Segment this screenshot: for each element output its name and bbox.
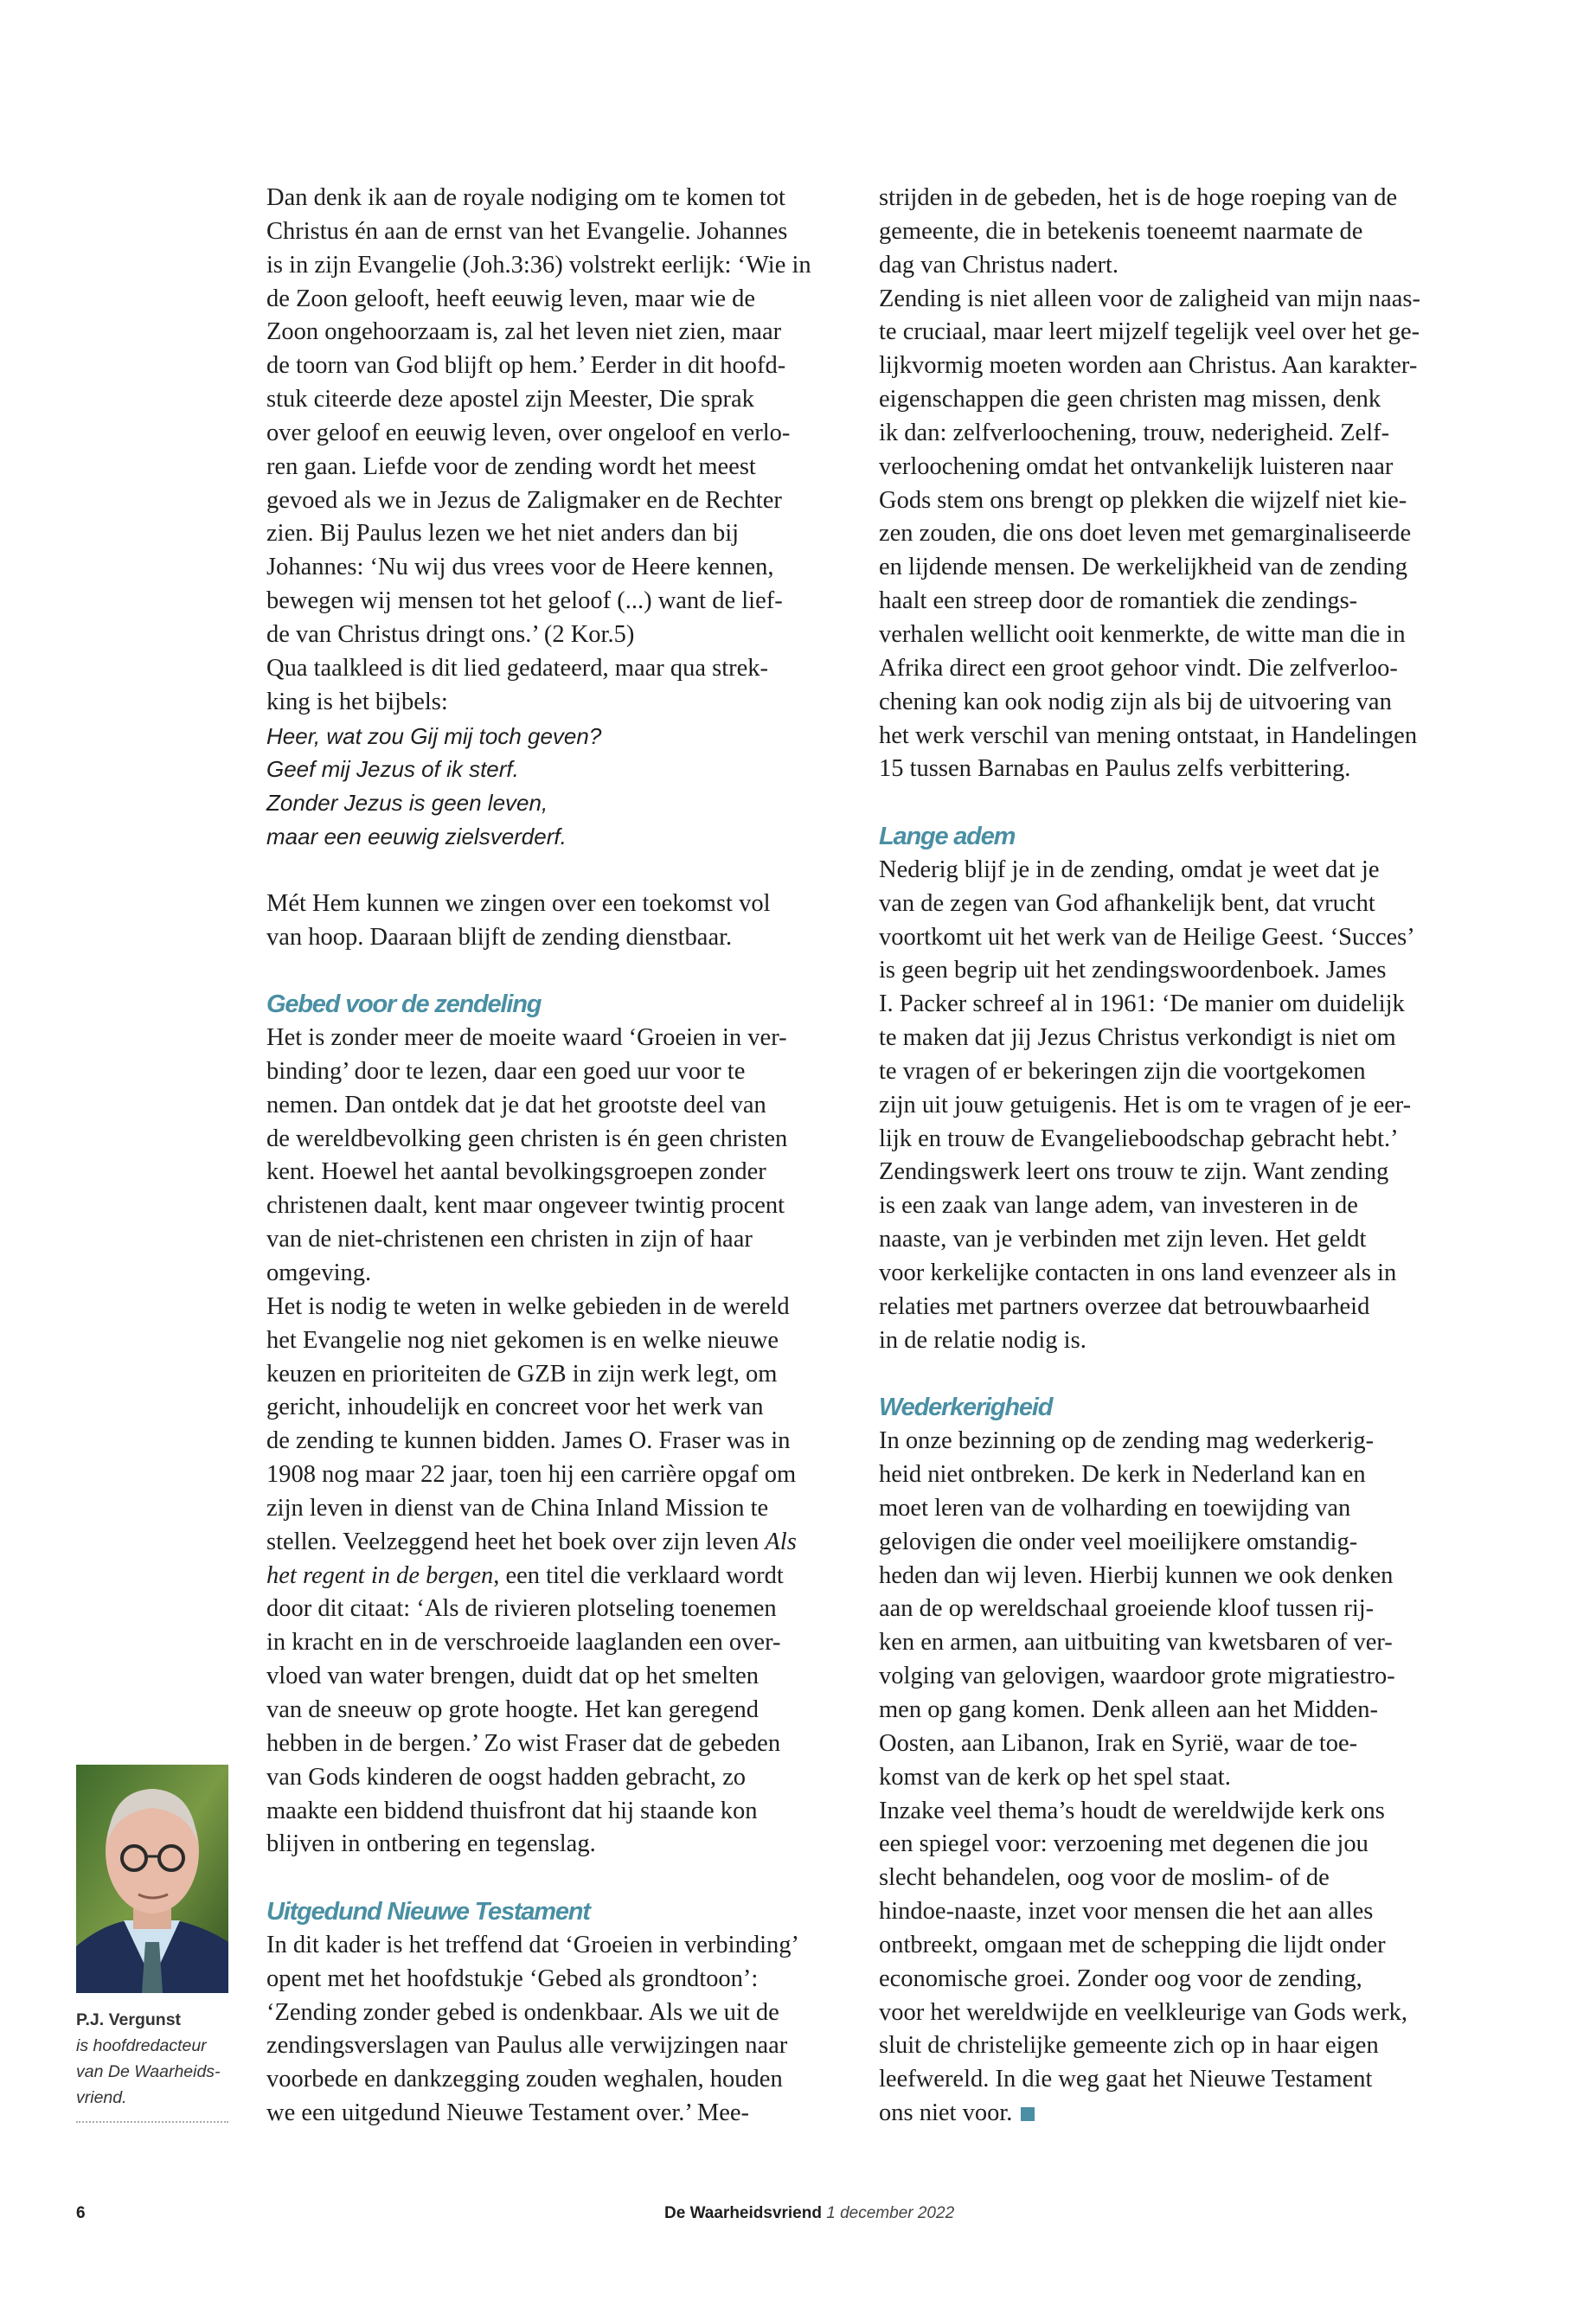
text-line: Zendingswerk leert ons trouw te zijn. Want zending <box>879 1158 1389 1186</box>
section-heading: Uitgedund Nieuwe Testament <box>266 1898 590 1926</box>
text-line: blijven in ontbering en tegenslag. <box>266 1830 596 1858</box>
blank-line <box>879 1358 1467 1392</box>
author-role-line: is hoofdredacteur <box>76 2036 207 2055</box>
text-line: van hoop. Daaraan blijft de zending dienstbaar. <box>266 923 733 951</box>
text-line: ken en armen, aan uitbuiting van kwetsbaren of ver- <box>879 1629 1393 1657</box>
text-line: van de niet-christenen een christen in zijn of haar <box>266 1226 753 1253</box>
text-line: Zoon ongehoorzaam is, zal het leven niet zien, maar <box>266 318 782 346</box>
text-line: Johannes: ‘Nu wij dus vrees voor de Heere kennen, <box>266 554 774 581</box>
end-of-article-marker-icon <box>1021 2107 1035 2121</box>
article-column-right <box>879 182 1467 2131</box>
text-line: verloochening omdat het ontvankelijk luisteren naar <box>879 452 1394 480</box>
text-line: nemen. Dan ontdek dat je dat het grootste deel van <box>266 1091 766 1118</box>
blank-line <box>266 1862 855 1895</box>
section-heading: Wederkerigheid <box>879 1394 1053 1422</box>
text-line: en lijdende mensen. De werkelijkheid van de zending <box>879 554 1407 581</box>
text-segment: Als <box>765 1528 797 1555</box>
text-line: zendingsverslagen van Paulus alle verwijzingen naar <box>266 2032 788 2060</box>
text-line: Oosten, aan Libanon, Irak en Syrië, waar de toe- <box>879 1729 1358 1757</box>
text-line: voor kerkelijke contacten in ons land evenzeer als in <box>879 1259 1397 1286</box>
text-line: gericht, inhoudelijk en concreet voor het werk van <box>266 1394 764 1421</box>
text-line: Gods stem ons brengt op plekken die wijzelf niet kie- <box>879 486 1407 514</box>
text-line: stuk citeerde deze apostel zijn Meester, Die sprak <box>266 386 754 413</box>
text-line: ik dan: zelfverloochening, trouw, nederigheid. Zelf- <box>879 419 1390 446</box>
text-line: binding’ door te lezen, daar een goed uur voor te <box>266 1057 746 1085</box>
text-line <box>266 1526 855 1560</box>
text-line: zien. Bij Paulus lezen we het niet anders dan bij <box>266 520 740 548</box>
text-segment: het regent in de bergen <box>266 1561 494 1589</box>
verse-line: Heer, wat zou Gij mij toch geven? <box>266 722 602 749</box>
text-line: in kracht en in de verschroeide laaglanden een over- <box>266 1629 781 1657</box>
text-line: voortkomt uit het werk van de Heilige Geest. ‘Succes’ <box>879 923 1415 951</box>
section-heading: Gebed voor de zendeling <box>266 990 542 1019</box>
text-line: In onze bezinning op de zending mag wederkerig- <box>879 1427 1375 1455</box>
text-line: door dit citaat: ‘Als de rivieren plotseling toenemen <box>266 1595 777 1623</box>
text-line: Nederig blijf je in de zending, omdat je weet dat je <box>879 856 1380 883</box>
text-line: Qua taalkleed is dit lied gedateerd, maar qua strek- <box>266 654 769 682</box>
text-line: opent met het hoofdstukje ‘Gebed als grondtoon’: <box>266 1965 759 1992</box>
article-column-left <box>266 182 855 2131</box>
text-line: economische groei. Zonder oog voor de zending, <box>879 1965 1362 1992</box>
text-line: vloed van water brengen, duidt dat op het smelten <box>266 1663 760 1690</box>
text-line: de zending te kunnen bidden. James O. Fraser was in <box>266 1427 791 1455</box>
text-segment: stellen. Veelzeggend heet het boek over zijn leven <box>266 1528 766 1555</box>
author-role-line: vriend. <box>76 2088 127 2107</box>
text-line: volging van gelovigen, waardoor grote migratiestro- <box>879 1663 1395 1690</box>
author-role-line: van De Waarheids- <box>76 2062 221 2081</box>
text-line <box>879 2097 1467 2131</box>
blank-line <box>266 854 855 888</box>
text-line: te vragen of er bekeringen zijn die voortgekomen <box>879 1057 1366 1085</box>
text-line: gevoed als we in Jezus de Zaligmaker en de Rechter <box>266 486 782 514</box>
text-line: een spiegel voor: verzoening met degenen die jou <box>879 1830 1368 1858</box>
text-line: de toorn van God blijft op hem.’ Eerder in dit hoofd- <box>266 352 786 380</box>
text-line: Dan denk ik aan de royale nodiging om te komen tot <box>266 184 785 211</box>
text-line: 15 tussen Barnabas en Paulus zelfs verbittering. <box>879 755 1351 783</box>
text-line: I. Packer schreef al in 1961: ‘De manier om duidelijk <box>879 990 1405 1018</box>
text-line: lijkvormig moeten worden aan Christus. Aan karakter- <box>879 352 1418 380</box>
text-line: zijn uit jouw getuigenis. Het is om te vragen of je eer- <box>879 1091 1412 1118</box>
text-line: te maken dat jij Jezus Christus verkondigt is niet om <box>879 1024 1396 1052</box>
text-line: gelovigen die onder veel moeilijkere omstandig- <box>879 1528 1358 1555</box>
text-line: te cruciaal, maar leert mijzelf tegelijk veel over het ge- <box>879 318 1420 346</box>
text-line: heden dan wij leven. Hierbij kunnen we ook denken <box>879 1561 1394 1589</box>
text-line: Christus én aan de ernst van het Evangelie. Johannes <box>266 217 788 245</box>
verse-line: maar een eeuwig zielsverderf. <box>266 824 567 850</box>
author-name: P.J. Vergunst <box>76 2010 182 2029</box>
text-line: lijk en trouw de Evangelieboodschap gebracht hebt.’ <box>879 1125 1399 1152</box>
text-line: hebben in de bergen.’ Zo wist Fraser dat de gebeden <box>266 1729 781 1757</box>
verse-line: Zonder Jezus is geen leven, <box>266 790 548 817</box>
text-line: heid niet ontbreken. De kerk in Nederland kan en <box>879 1461 1366 1489</box>
text-segment: ons niet voor. <box>879 2099 1013 2127</box>
text-line: men op gang komen. Denk alleen aan het Midden- <box>879 1695 1378 1723</box>
text-line: het werk verschil van mening ontstaat, in Handelingen <box>879 721 1418 749</box>
text-line: omgeving. <box>266 1259 372 1286</box>
text-line: chening kan ook nodig zijn als bij de uitvoering van <box>879 688 1392 715</box>
footer-publication <box>664 2204 954 2223</box>
text-line: ‘Zending zonder gebed is ondenkbaar. Als we uit de <box>266 1998 779 2026</box>
text-line: voor het wereldwijde en veelkleurige van Gods werk, <box>879 1998 1407 2026</box>
text-line: sluit de christelijke gemeente zich op in haar eigen <box>879 2032 1379 2060</box>
text-line: in de relatie nodig is. <box>879 1326 1086 1354</box>
author-caption <box>76 2007 232 2111</box>
text-line: gemeente, die in betekenis toeneemt naarmate de <box>879 217 1363 245</box>
text-line: relaties met partners overzee dat betrouwbaarheid <box>879 1292 1370 1320</box>
text-line: zijn leven in dienst van de China Inland Mission te <box>266 1494 769 1522</box>
text-line: Het is zonder meer de moeite waard ‘Groeien in ver- <box>266 1024 787 1052</box>
text-line: eigenschappen die geen christen mag missen, denk <box>879 386 1381 413</box>
section-heading: Lange adem <box>879 823 1016 851</box>
verse-line: Geef mij Jezus of ik sterf. <box>266 756 519 783</box>
text-line: christenen daalt, kent maar ongeveer twintig procent <box>266 1192 785 1220</box>
text-line: Afrika direct een groot gehoor vindt. Die zelfverloo- <box>879 654 1398 682</box>
text-line: de Zoon gelooft, heeft eeuwig leven, maar wie de <box>266 285 756 312</box>
text-line: strijden in de gebeden, het is de hoge roeping van de <box>879 184 1398 211</box>
text-line: Zending is niet alleen voor de zaligheid van mijn naas- <box>879 285 1421 312</box>
blank-line <box>879 786 1467 820</box>
text-line: In dit kader is het treffend dat ‘Groeien in verbinding’ <box>266 1931 799 1958</box>
text-line: dag van Christus nadert. <box>879 251 1119 279</box>
page-number: 6 <box>76 2204 86 2222</box>
text-line: van Gods kinderen de oogst hadden gebracht, zo <box>266 1763 746 1791</box>
caption-divider <box>76 2121 228 2123</box>
text-line: hindoe-naaste, inzet voor mensen die het aan alles <box>879 1898 1374 1926</box>
text-line: is een zaak van lange adem, van investeren in de <box>879 1192 1358 1220</box>
text-segment: , een titel die verklaard wordt <box>493 1561 784 1589</box>
text-line: over geloof en eeuwig leven, over ongeloof en verlo- <box>266 419 791 446</box>
author-photo <box>76 1765 228 1993</box>
text-line: ren gaan. Liefde voor de zending wordt het meest <box>266 452 756 480</box>
text-line: haalt een streep door de romantiek die zendings- <box>879 587 1358 615</box>
text-line: Inzake veel thema’s houdt de wereldwijde kerk ons <box>879 1797 1385 1824</box>
text-line: aan de op wereldschaal groeiende kloof tussen rij- <box>879 1595 1375 1623</box>
text-line: leefwereld. In die weg gaat het Nieuwe Testament <box>879 2066 1373 2093</box>
text-line: maakte een biddend thuisfront dat hij staande kon <box>266 1797 758 1824</box>
text-line: verhalen wellicht ooit kenmerkte, de witte man die in <box>879 620 1406 648</box>
text-line: komst van de kerk op het spel staat. <box>879 1763 1231 1791</box>
text-line: Mét Hem kunnen we zingen over een toekomst vol <box>266 889 771 917</box>
text-line: we een uitgedund Nieuwe Testament over.’ Mee- <box>266 2099 750 2127</box>
text-line: king is het bijbels: <box>266 688 448 715</box>
text-line: keuzen en prioriteiten de GZB in zijn werk legt, om <box>266 1360 778 1388</box>
text-line: het Evangelie nog niet gekomen is en welke nieuwe <box>266 1326 779 1354</box>
text-line: van de zegen van God afhankelijk bent, dat vrucht <box>879 889 1375 917</box>
text-line: is geen begrip uit het zendingswoordenboek. James <box>879 957 1387 984</box>
text-line: voorbede en dankzegging zouden weghalen, houden <box>266 2066 783 2093</box>
text-line: ontbreekt, omgaan met de schepping die lijdt onder <box>879 1931 1386 1958</box>
text-line: moet leren van de volharding en toewijding van <box>879 1494 1351 1522</box>
text-line: slecht behandelen, oog voor de moslim- of de <box>879 1864 1330 1892</box>
text-line: Het is nodig te weten in welke gebieden in de wereld <box>266 1292 790 1320</box>
magazine-name: De Waarheidsvriend <box>664 2204 822 2222</box>
text-line <box>266 1560 855 1593</box>
blank-line <box>266 954 855 988</box>
text-line: van de sneeuw op grote hoogte. Het kan geregend <box>266 1695 760 1723</box>
text-line: de van Christus dringt ons.’ (2 Kor.5) <box>266 620 635 648</box>
issue-date: 1 december 2022 <box>826 2204 955 2222</box>
text-line: is in zijn Evangelie (Joh.3:36) volstrekt eerlijk: ‘Wie in <box>266 251 811 279</box>
text-line: zen zouden, die ons doet leven met gemarginaliseerde <box>879 520 1412 548</box>
text-line: naaste, van je verbinden met zijn leven. Het geldt <box>879 1226 1367 1253</box>
text-line: 1908 nog maar 22 jaar, toen hij een carrière opgaf om <box>266 1461 797 1489</box>
text-line: de wereldbevolking geen christen is én geen christen <box>266 1125 788 1152</box>
text-line: kent. Hoewel het aantal bevolkingsgroepen zonder <box>266 1158 766 1186</box>
text-line: bewegen wij mensen tot het geloof (...) want de lief- <box>266 587 783 615</box>
